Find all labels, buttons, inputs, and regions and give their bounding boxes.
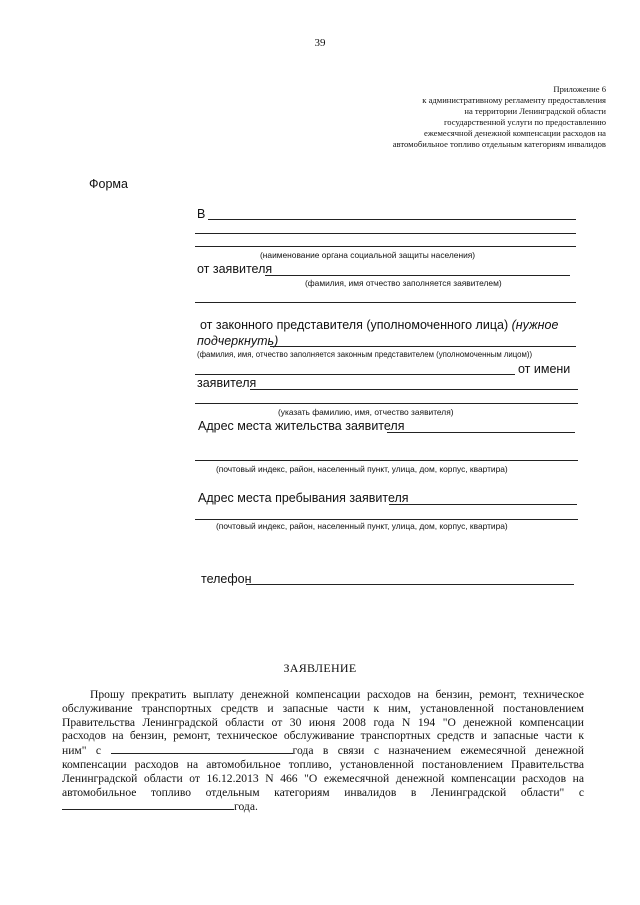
representative-label: от законного представителя (уполномоченного лица) (нужное [200, 318, 559, 332]
representative-note: подчеркнуть) [197, 334, 279, 348]
residence-line[interactable] [195, 460, 578, 461]
representative-caption: (фамилия, имя, отчество заполняется законным представителем (уполномоченным лицом)) [197, 350, 533, 359]
stay-caption: (почтовый индекс, район, населенный пункт, улица, дом, корпус, квартира) [216, 521, 508, 531]
statement-line: ним" с года в связи с назначением ежемесячной денежной [62, 744, 584, 758]
start-date-field[interactable] [111, 743, 293, 754]
appendix-line: автомобильное топливо отдельным категориям инвалидов [392, 139, 606, 149]
on-behalf-label: от имени [518, 362, 571, 376]
stay-field[interactable] [389, 504, 577, 505]
organ-caption: (наименование органа социальной защиты населения) [260, 250, 476, 260]
organ-field-line[interactable] [195, 246, 576, 247]
statement-line: компенсации расходов на автомобильное топливо, установленной постановлением Правительства [62, 757, 584, 771]
on-behalf-line[interactable] [195, 403, 578, 404]
on-behalf-field[interactable] [250, 389, 578, 390]
statement-title: ЗАЯВЛЕНИЕ [283, 661, 357, 675]
statement-line: автомобильное топливо отдельным категориям инвалидов в Ленинградской области" с [62, 785, 584, 799]
appendix-line: государственной услуги по предоставлению [443, 117, 606, 127]
on-behalf-label-2: заявителя [197, 376, 257, 390]
residence-caption: (почтовый индекс, район, населенный пункт, улица, дом, корпус, квартира) [216, 464, 508, 474]
organ-field-line[interactable] [195, 233, 576, 234]
statement-line: Ленинградской области от 16.12.2013 N 466 "О ежемесячной денежной компенсации расходов на [62, 771, 584, 785]
applicant-caption: (фамилия, имя отчество заполняется заявителем) [305, 278, 502, 288]
stay-line[interactable] [195, 519, 578, 520]
on-behalf-caption: (указать фамилию, имя, отчество заявителя) [278, 407, 454, 417]
statement-line: обслуживание транспортных средств и запасные части к ним, установленной постановлением [62, 701, 584, 715]
stay-label: Адрес места пребывания заявителя [198, 491, 409, 505]
appendix-line: к административному регламенту предоставления [422, 95, 606, 105]
statement-line: Правительства Ленинградской области от 30 июня 2008 года N 194 "О денежной компенсации [62, 715, 584, 729]
phone-field[interactable] [246, 584, 574, 585]
from-applicant-label: от заявителя [197, 262, 273, 276]
page-number: 39 [314, 37, 326, 49]
residence-label: Адрес места жительства заявителя [198, 419, 405, 433]
representative-name-line[interactable] [195, 374, 515, 375]
form-label: Форма [89, 177, 128, 191]
statement-body [62, 688, 584, 814]
applicant-name-line[interactable] [195, 302, 576, 303]
appendix-line: ежемесячной денежной компенсации расходов на [424, 128, 606, 138]
residence-field[interactable] [387, 432, 575, 433]
end-date-field[interactable] [62, 799, 234, 810]
appendix-line: на территории Ленинградской области [464, 106, 606, 116]
phone-label: телефон [201, 572, 252, 586]
applicant-name-field[interactable] [265, 275, 570, 276]
appendix-title: Приложение 6 [553, 84, 606, 94]
to-prefix: В [197, 207, 206, 221]
organ-field[interactable] [208, 219, 576, 220]
representative-field[interactable] [270, 346, 576, 347]
statement-line: расходов на бензин, ремонт, техническое обслуживание транспортных средств и запасные части к [62, 729, 584, 743]
statement-line: Прошу прекратить выплату денежной компенсации расходов на бензин, ремонт, техническое [90, 688, 584, 701]
statement-line: года. [62, 799, 584, 814]
